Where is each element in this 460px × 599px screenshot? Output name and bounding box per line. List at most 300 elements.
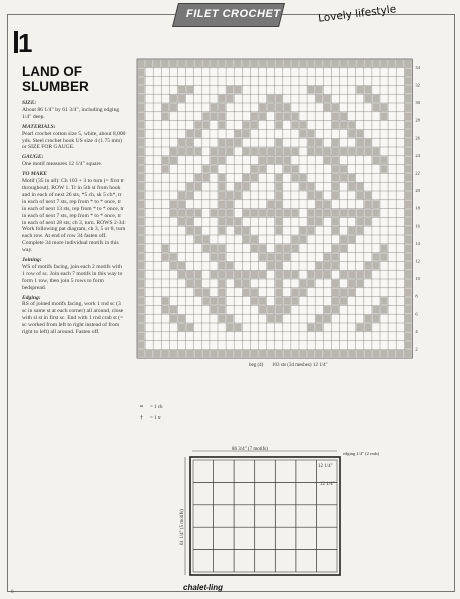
chart-block [202,288,209,296]
chart-block [227,192,234,200]
chart-block [348,130,355,138]
chart-block [138,315,145,323]
chart-block [308,183,315,191]
chart-block [348,280,355,288]
chart-block [405,200,412,208]
chart-block [292,60,299,68]
chart-block [332,306,339,314]
chart-block [275,306,282,314]
chart-block [405,121,412,129]
chart-block [300,280,307,288]
schematic-drawing [180,445,380,580]
chart-block [138,104,145,112]
chart-block [227,218,234,226]
chart-block [251,148,258,156]
chart-block [316,324,323,332]
chart-block [405,236,412,244]
chart-block [308,192,315,200]
chart-block [219,315,226,323]
chart-block [219,112,226,120]
chart-block [308,148,315,156]
chart-block [235,183,242,191]
chart-block [162,253,169,261]
chart-block [138,200,145,208]
chart-block [356,227,363,235]
chart-block [138,209,145,217]
chart-block [275,271,282,279]
chart-block [267,156,274,164]
chart-block [138,253,145,261]
chart-legend [140,402,163,424]
chart-block [356,192,363,200]
chart-block [275,112,282,120]
chart-block [324,156,331,164]
chart-block [405,139,412,147]
chart-block [227,200,234,208]
chart-block [275,148,282,156]
chart-row-label: 24 [415,152,420,158]
chart-block [227,262,234,270]
chart-block [283,306,290,314]
chart-block [283,156,290,164]
chart-block [405,156,412,164]
chart-block [332,218,339,226]
chart-block [194,130,201,138]
chart-block [251,121,258,129]
chart-block [259,297,266,305]
chart-block [332,183,339,191]
chart-block [332,280,339,288]
chart-block [154,350,161,358]
chart-block [186,218,193,226]
chart-block [178,350,185,358]
chart-block [138,192,145,200]
chart-block [332,174,339,182]
chart-block [186,86,193,94]
chart-block [194,271,201,279]
chart-block [211,148,218,156]
chart-block [162,156,169,164]
chart-block [356,86,363,94]
chart-block [324,209,331,217]
chart-block [227,139,234,147]
chart-block [138,183,145,191]
chart-block [316,315,323,323]
chart-row-label: 20 [415,188,420,194]
chart-block [356,209,363,217]
chart-block [397,60,404,68]
chart-block [308,60,315,68]
chart-block [300,60,307,68]
chart-block [316,218,323,226]
chart-block [340,174,347,182]
chart-block [364,86,371,94]
chart-block [292,165,299,173]
chart-block [405,271,412,279]
chart-block [364,200,371,208]
chart-block [348,236,355,244]
chart-block [227,209,234,217]
chart-block [178,139,185,147]
chart-block [219,104,226,112]
chart-block [356,130,363,138]
chart-block [332,148,339,156]
chart-block [259,253,266,261]
chart-block [219,192,226,200]
chart-block [405,60,412,68]
chart-block [373,262,380,270]
page-number: 6 [11,590,14,595]
chart-block [170,253,177,261]
chart-block [275,227,282,235]
instruction-heading: Edging: [22,294,41,301]
chart-block [308,271,315,279]
chart-block [178,200,185,208]
chart-block [283,104,290,112]
filet-chart-grid [135,57,424,384]
instruction-section [22,295,126,336]
chart-block [219,139,226,147]
chart-block [340,165,347,173]
chart-block [259,156,266,164]
chart-block [405,218,412,226]
chart-block [138,306,145,314]
chart-start-label: beg (4) [249,363,264,369]
chart-block [211,271,218,279]
chart-row-label: 34 [415,64,420,70]
chart-block [267,209,274,217]
chart-block [202,121,209,129]
pattern-number: 1 [18,28,33,58]
chart-block [243,271,250,279]
chart-block [283,297,290,305]
chart-block [243,209,250,217]
chart-block [405,209,412,217]
chart-block [292,297,299,305]
chart-block [138,236,145,244]
chart-block [138,156,145,164]
chart-block [219,288,226,296]
chart-row-label: 4 [415,328,418,334]
edging-label: edging 1/4" (2 rnds) [343,451,380,456]
chart-block [186,148,193,156]
chart-block [227,324,234,332]
chart-block [170,156,177,164]
chart-block [251,297,258,305]
chart-block [292,288,299,296]
chart-block [162,112,169,120]
chart-block [324,306,331,314]
chart-block [348,148,355,156]
chart-row-label: 28 [415,117,420,123]
chart-block [332,297,339,305]
chart-block [340,236,347,244]
chart-block [275,297,282,305]
chart-block [219,306,226,314]
chart-block [316,350,323,358]
chart-block [243,280,250,288]
chart-block [219,262,226,270]
chart-block [275,104,282,112]
instruction-text: Pearl crochet cotton size 5, white, about 8,000 yds. Steel crochet hook US size 4 (1.75 mm) or SIZE FOR GAUGE. [22,130,126,151]
chart-block [243,350,250,358]
banner-title: FILET CROCHET [186,8,281,20]
chart-block [259,148,266,156]
chart-block [405,148,412,156]
chart-block [251,60,258,68]
chart-block [138,288,145,296]
chart-block [300,121,307,129]
chart-block [259,350,266,358]
chart-block [275,121,282,129]
chart-block [202,112,209,120]
chart-block [340,112,347,120]
chart-block [178,148,185,156]
chart-block [373,209,380,217]
chart-block [194,183,201,191]
chart-row-label: 6 [415,311,418,317]
bedspread-outline [190,457,340,575]
chart-block [194,148,201,156]
chart-block [348,288,355,296]
chart-block [364,262,371,270]
chart-block [316,148,323,156]
motif-width-label: 12 1/4" [318,464,333,469]
chart-block [186,324,193,332]
chart-block [316,200,323,208]
chart-block [235,192,242,200]
chart-block [219,60,226,68]
chart-block [316,95,323,103]
chart-block [235,280,242,288]
chart-block [178,315,185,323]
chart-block [186,271,193,279]
chart-block [381,112,388,120]
instruction-section [22,257,126,292]
chart-block [324,60,331,68]
chart-block [348,350,355,358]
chart-block [332,350,339,358]
chart-block [211,60,218,68]
chart-block [186,350,193,358]
chart-block [381,156,388,164]
chart-block [178,271,185,279]
chart-block [292,174,299,182]
chart-block [316,271,323,279]
chart-block [300,174,307,182]
chart-block [405,332,412,340]
chart-block [178,60,185,68]
chart-block [138,297,145,305]
chart-block [405,95,412,103]
chart-block [381,253,388,261]
chart-block [186,183,193,191]
chart-block [243,60,250,68]
chart-block [373,200,380,208]
chart-row-label: 10 [415,276,420,282]
chart-block [283,271,290,279]
motif-grid [193,460,337,572]
chart-block [348,209,355,217]
chart-block [138,165,145,173]
filet-chart [135,57,424,384]
chart-block [227,95,234,103]
chart-block [219,218,226,226]
chart-block [227,315,234,323]
chart-block [348,60,355,68]
chart-block [283,209,290,217]
chart-block [138,68,145,76]
chart-block [405,350,412,358]
chart-block [308,86,315,94]
chart-block [138,271,145,279]
instruction-section [22,154,126,168]
chart-block [251,288,258,296]
chart-block [138,324,145,332]
chart-row-label: 18 [415,205,420,211]
chart-block [227,350,234,358]
chart-block [340,148,347,156]
chart-block [194,227,201,235]
chart-block [308,324,315,332]
chart-block [202,174,209,182]
chart-block [170,60,177,68]
chart-block [283,148,290,156]
chart-block [194,121,201,129]
chart-block [275,139,282,147]
chart-block [381,244,388,252]
chart-block [275,280,282,288]
chart-block [211,104,218,112]
chart-block [316,60,323,68]
chart-block [235,130,242,138]
chart-block [275,350,282,358]
chart-block [211,306,218,314]
chart-block [275,60,282,68]
chart-block [405,86,412,94]
chart-block [348,174,355,182]
chart-block [348,271,355,279]
chart-block [405,174,412,182]
chart-block [332,156,339,164]
chart-block [235,218,242,226]
chart-block [186,130,193,138]
chart-block [170,262,177,270]
chart-block [194,236,201,244]
instruction-section [22,100,126,121]
chart-block [356,350,363,358]
chart-row-label: 22 [415,170,420,176]
chart-block [170,306,177,314]
chart-block [300,183,307,191]
chart-block [356,60,363,68]
chart-block [300,227,307,235]
instruction-heading: MATERIALS: [22,123,56,130]
chart-block [340,60,347,68]
chart-block [405,112,412,120]
chart-block [259,165,266,173]
chart-block [292,244,299,252]
chart-block [138,121,145,129]
chart-block [219,209,226,217]
chart-block [308,280,315,288]
chart-block [267,148,274,156]
chart-block [267,315,274,323]
chart-block [243,148,250,156]
chart-block [292,236,299,244]
chart-block [267,104,274,112]
chart-block [251,350,258,358]
chart-block [211,350,218,358]
chart-row-label: 12 [415,258,420,264]
chart-block [364,209,371,217]
chart-block [219,350,226,358]
chart-block [138,227,145,235]
chart-block [364,315,371,323]
chart-block [356,139,363,147]
chart-block [381,350,388,358]
chart-block [332,165,339,173]
chart-block [405,130,412,138]
chart-block [283,244,290,252]
chart-block [275,200,282,208]
chart-block [332,104,339,112]
chart-block [405,306,412,314]
chart-block [227,60,234,68]
chart-block [211,156,218,164]
chart-block [219,244,226,252]
chart-block [235,227,242,235]
chart-block [324,271,331,279]
chart-block [300,288,307,296]
chart-block [356,183,363,191]
chart-block [162,165,169,173]
chart-block [292,209,299,217]
chart-block [219,95,226,103]
chart-block [186,192,193,200]
chart-block [138,280,145,288]
chart-block [243,174,250,182]
chart-block [138,95,145,103]
chart-block [308,350,315,358]
chart-block [340,271,347,279]
chart-block [219,280,226,288]
chart-block [186,280,193,288]
chart-block [186,209,193,217]
chart-block [194,174,201,182]
chart-block [405,262,412,270]
legend-treble-text: = 1 tr [150,416,161,421]
chart-block [364,95,371,103]
chart-block [348,227,355,235]
chart-block [405,68,412,76]
edging-line [193,460,337,572]
chart-block [308,227,315,235]
chart-block [202,60,209,68]
chart-block [405,324,412,332]
chart-block [356,148,363,156]
chart-block [243,288,250,296]
chart-block [275,192,282,200]
chart-block [186,227,193,235]
chart-block [243,130,250,138]
chart-block [364,271,371,279]
chart-block [364,148,371,156]
chart-block [251,165,258,173]
legend-chain-text: = 1 ch [150,405,163,410]
chart-row-label: 8 [415,293,418,299]
chart-block [178,192,185,200]
